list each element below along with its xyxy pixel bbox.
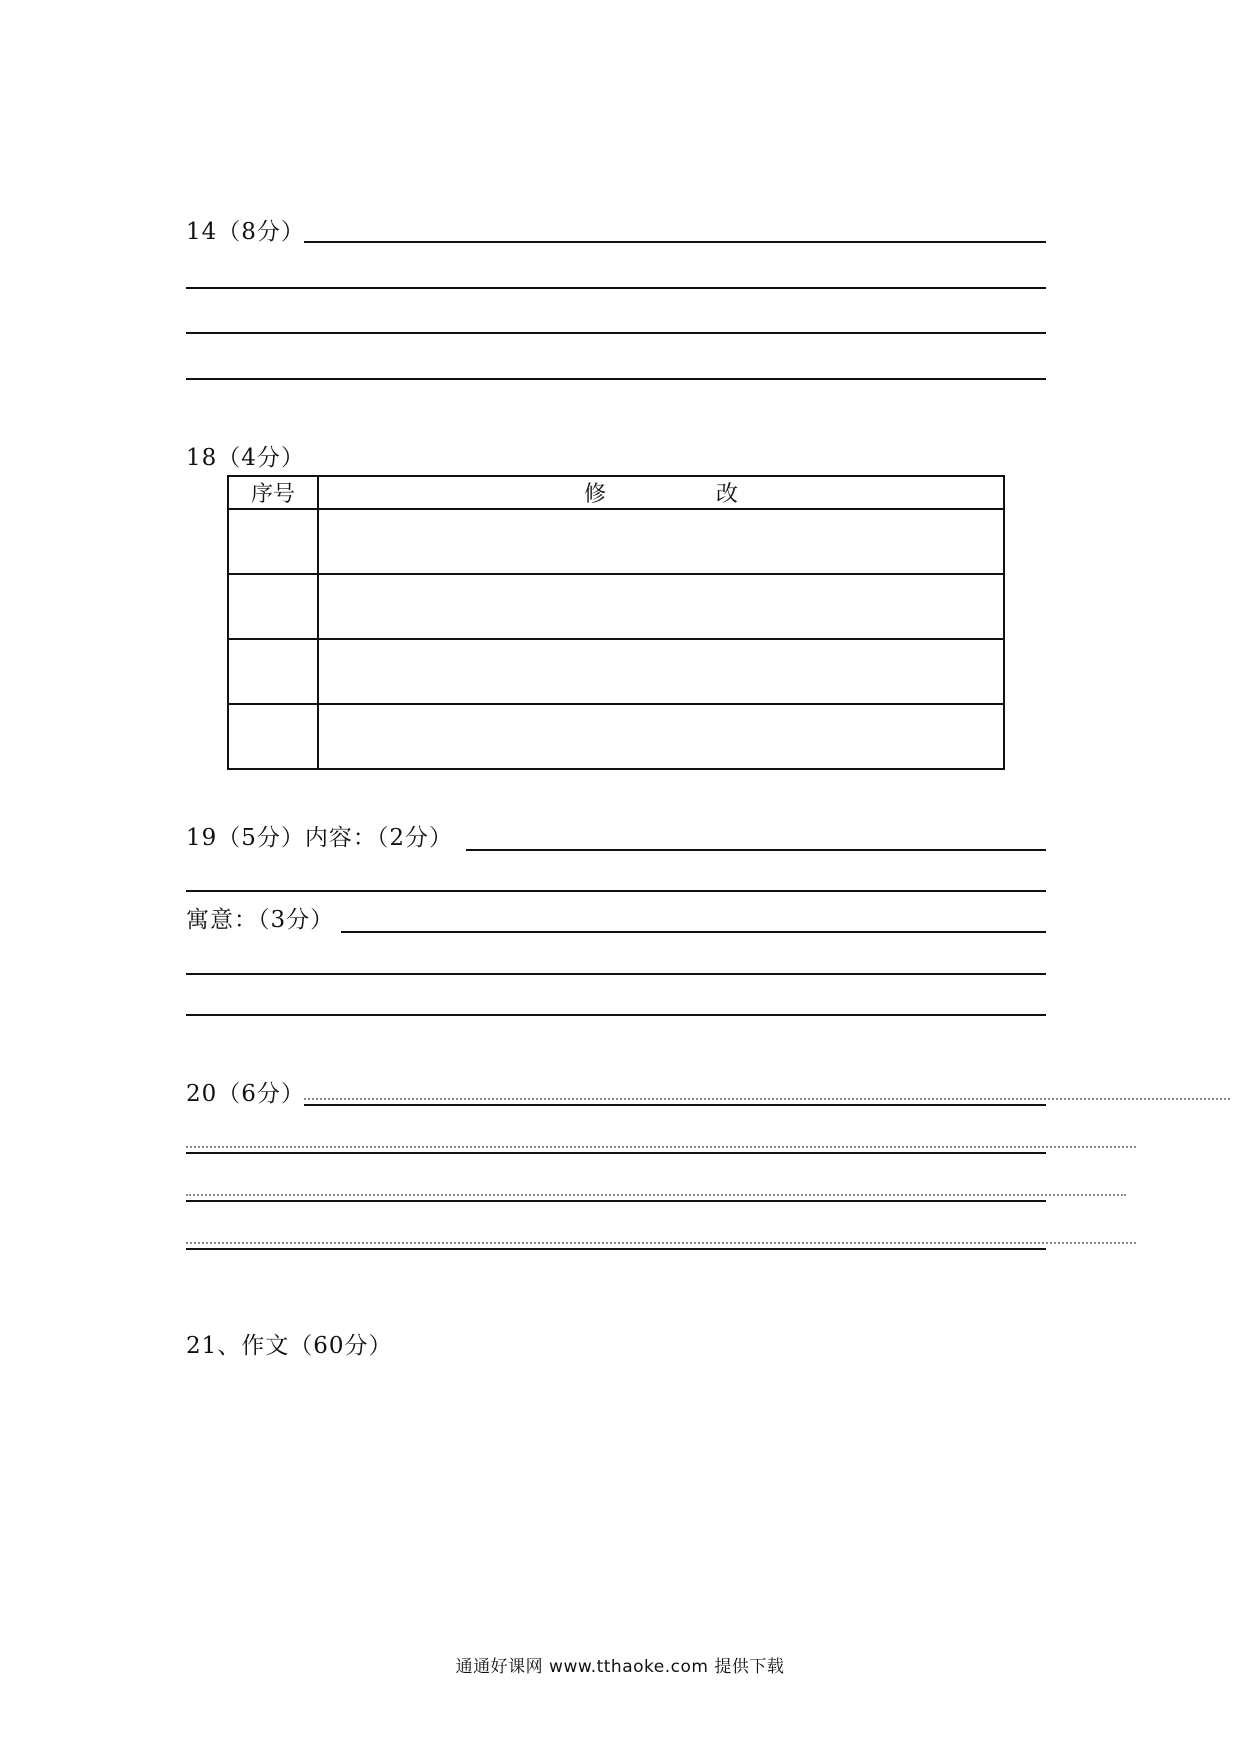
q20-answer-line-2[interactable] bbox=[186, 1152, 1046, 1154]
q18-label: 18（4分） bbox=[186, 445, 305, 471]
q19-meaning-line-1[interactable] bbox=[341, 931, 1046, 933]
revision-cell[interactable] bbox=[318, 509, 1004, 574]
q14-answer-line-4[interactable] bbox=[186, 378, 1046, 380]
table-row bbox=[228, 509, 1004, 574]
sequence-cell[interactable] bbox=[228, 574, 318, 639]
q20-answer-line-3[interactable] bbox=[186, 1200, 1046, 1202]
q19-meaning-line-3[interactable] bbox=[186, 1014, 1046, 1016]
q19-content-line-2[interactable] bbox=[186, 890, 1046, 892]
q20-dotted-guide-4 bbox=[186, 1242, 1136, 1244]
q14-answer-line-1[interactable] bbox=[304, 241, 1046, 243]
revision-table-header bbox=[228, 476, 1004, 509]
q14-answer-line-3[interactable] bbox=[186, 332, 1046, 334]
table-row bbox=[228, 574, 1004, 639]
q19-meaning-label: 寓意：（3分） bbox=[186, 907, 335, 933]
table-row bbox=[228, 704, 1004, 769]
revision-cell[interactable] bbox=[318, 639, 1004, 704]
revision-cell[interactable] bbox=[318, 704, 1004, 769]
revision-cell[interactable] bbox=[318, 574, 1004, 639]
sequence-cell[interactable] bbox=[228, 639, 318, 704]
table-row bbox=[228, 639, 1004, 704]
sequence-cell[interactable] bbox=[228, 704, 318, 769]
q14-label: 14（8分） bbox=[186, 219, 305, 245]
header-revision-char-1: 修 bbox=[583, 482, 606, 507]
q19-content-line-1[interactable] bbox=[466, 849, 1046, 851]
sequence-cell[interactable] bbox=[228, 509, 318, 574]
header-sequence: 序号 bbox=[228, 476, 318, 509]
q20-label: 20（6分） bbox=[186, 1081, 305, 1107]
q20-answer-line-1[interactable] bbox=[304, 1104, 1046, 1106]
q19-meaning-line-2[interactable] bbox=[186, 973, 1046, 975]
footer-source-note: 通通好课网 www.tthaoke.com 提供下载 bbox=[455, 1657, 785, 1677]
q20-dotted-guide-3 bbox=[186, 1194, 1126, 1196]
q14-answer-line-2[interactable] bbox=[186, 287, 1046, 289]
header-revision bbox=[318, 476, 1004, 509]
header-revision-char-2: 改 bbox=[716, 482, 739, 507]
q20-dotted-guide-2 bbox=[186, 1146, 1136, 1148]
q19-label: 19（5分）内容：（2分） bbox=[186, 825, 454, 851]
q20-answer-line-4[interactable] bbox=[186, 1248, 1046, 1250]
revision-table bbox=[227, 475, 1005, 770]
q21-label: 21、作文（60分） bbox=[186, 1333, 393, 1359]
q20-dotted-guide-1 bbox=[304, 1098, 1230, 1100]
